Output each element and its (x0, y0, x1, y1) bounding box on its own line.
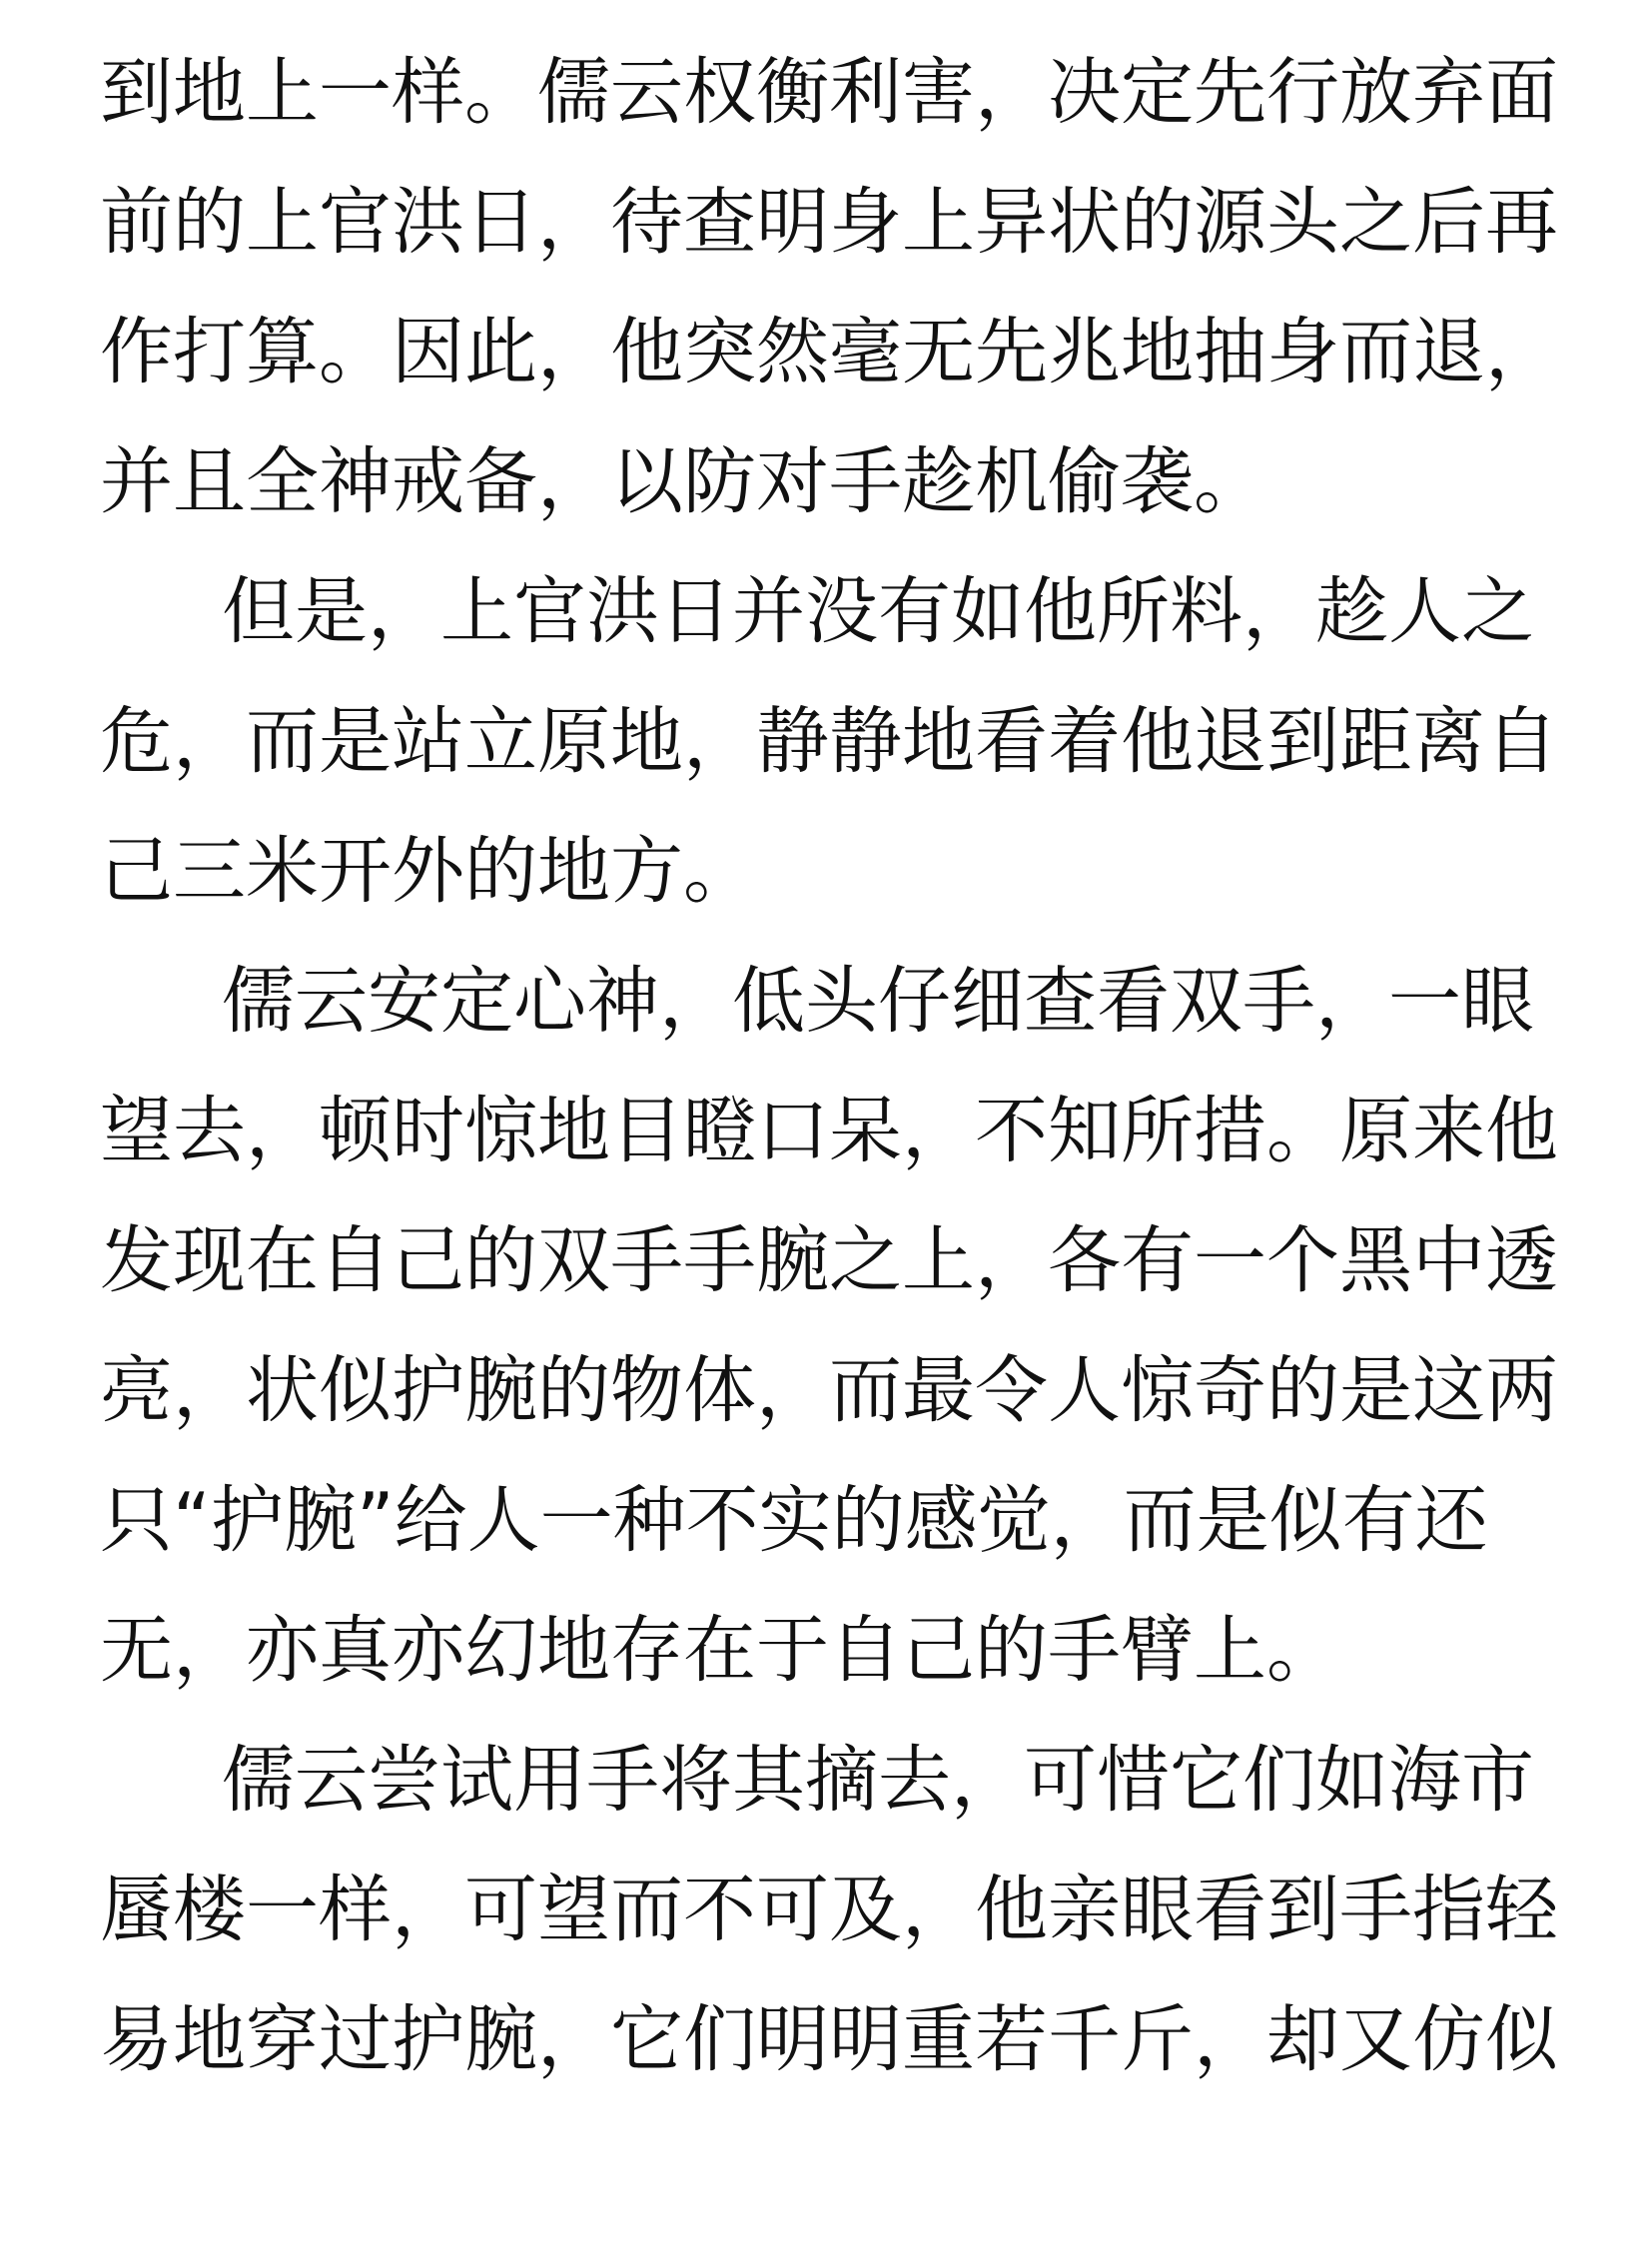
text-line-4: 并且全神戒备，以防对手趁机偷袭。 (100, 439, 1266, 524)
text-line-12: 只“护腕”给人一种不实的感觉，而是似有还 (100, 1478, 1488, 1563)
text-line-8: 儒云安定心神，低头仔细查看双手，一眼 (222, 959, 1534, 1044)
text-line-9: 望去，顿时惊地目瞪口呆，不知所措。原来他 (100, 1089, 1558, 1173)
text-line-14: 儒云尝试用手将其摘去，可惜它们如海市 (222, 1738, 1534, 1823)
text-line-10: 发现在自己的双手手腕之上，各有一个黑中透 (100, 1218, 1558, 1303)
body-text (100, 28, 1558, 2105)
text-line-13: 无，亦真亦幻地存在于自己的手臂上。 (100, 1608, 1339, 1693)
text-line-15: 蜃楼一样，可望而不可及，他亲眼看到手指轻 (100, 1868, 1558, 1952)
text-line-1: 到地上一样。儒云权衡利害，决定先行放弃面 (100, 50, 1558, 135)
text-line-5: 但是，上官洪日并没有如他所料，趁人之 (222, 569, 1534, 654)
text-line-2: 前的上官洪日，待查明身上异状的源头之后再 (100, 180, 1558, 265)
text-line-6: 危，而是站立原地，静静地看着他退到距离自 (100, 699, 1558, 784)
text-line-16: 易地穿过护腕，它们明明重若千斤，却又仿似 (100, 1997, 1558, 2082)
text-line-11: 亮，状似护腕的物体，而最令人惊奇的是这两 (100, 1348, 1558, 1433)
text-line-7: 己三米开外的地方。 (100, 829, 756, 914)
text-line-3: 作打算。因此，他突然毫无先兆地抽身而退， (100, 310, 1558, 394)
